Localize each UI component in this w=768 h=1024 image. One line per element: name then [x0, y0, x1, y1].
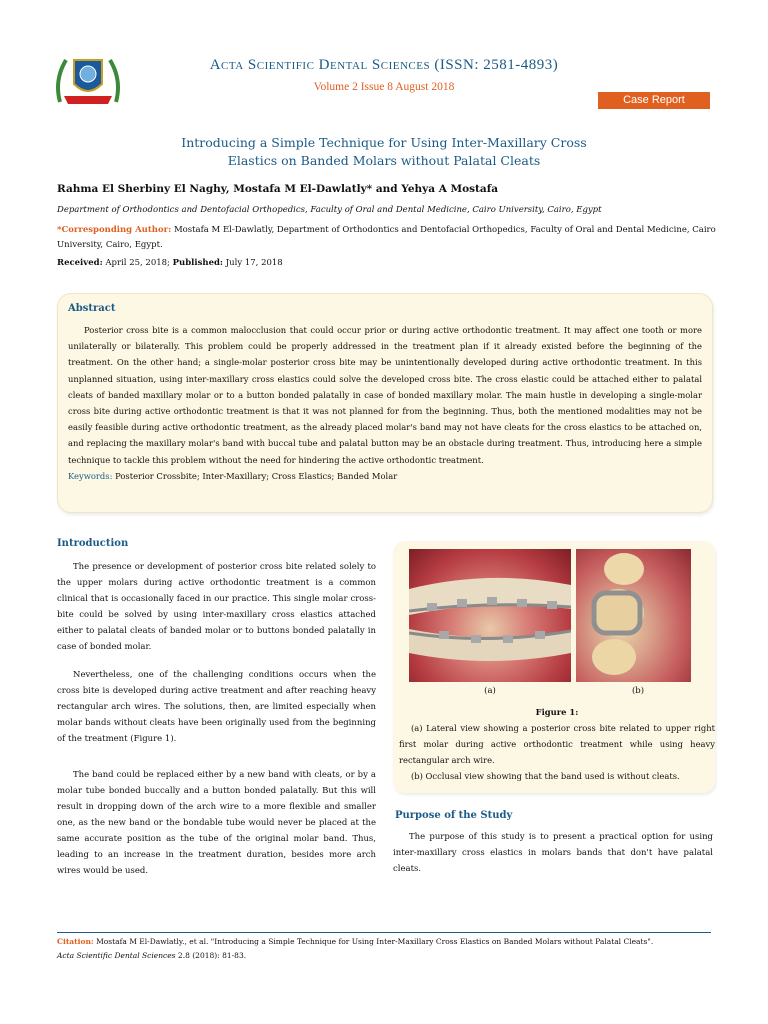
introduction-body: [57, 559, 376, 879]
citation-journal: Acta Scientific Dental Sciences: [57, 951, 176, 960]
intro-paragraph-1: The presence or development of posterior cross bite related solely to the upper molars during active orthodontic treatment is a common clinical that is occasionally faced in our practice. This single molar cross-bite could be solved by using inter-maxillary cross elastics attached either to palatal cleats of banded molar or to buttons bonded palatally in case of bonded molar.: [57, 562, 376, 652]
figure-1-caption-b: (b) Occlusal view showing that the band used is without cleats.: [411, 771, 680, 781]
article-type-badge: Case Report: [598, 92, 710, 109]
purpose-body: [393, 829, 713, 877]
abstract-box: [57, 293, 713, 513]
citation-text: Mostafa M El-Dawlatly., et al. "Introducing a Simple Technique for Using Inter-Maxillary Cross Elastics on Banded Molars without Palatal Cleats".: [93, 937, 654, 946]
corresponding-author-label: *Corresponding Author:: [57, 225, 172, 235]
dates: [57, 258, 283, 268]
citation-ref: 2.8 (2018): 81-83.: [175, 951, 247, 960]
citation-label: Citation:: [57, 937, 94, 946]
figure-1-title: Figure 1:: [535, 707, 579, 717]
abstract-heading: Abstract: [68, 303, 116, 314]
abstract-body: [68, 322, 702, 484]
volume-info: Volume 2 Issue 8 August 2018: [313, 81, 455, 93]
corresponding-author-text: Mostafa M El-Dawlatly, Department of Orthodontics and Dentofacial Orthopedics, Faculty of Oral and Dental Medicine, Cairo University, Cairo, Egypt.: [57, 225, 716, 250]
figure-1a-label: (a): [484, 686, 496, 696]
figure-1-caption-a: (a) Lateral view showing a posterior cross bite related to upper right first molar during active orthodontic treatment while using heavy rectangular arch wire.: [399, 723, 715, 765]
figure-1-caption: [399, 704, 715, 784]
article-title: [100, 134, 668, 170]
keywords-text: Posterior Crossbite; Inter-Maxillary; Cross Elastics; Banded Molar: [112, 470, 398, 481]
authors: Rahma El Sherbiny El Naghy, Mostafa M El-Dawlatly* and Yehya A Mostafa: [57, 183, 499, 195]
abstract-text: Posterior cross bite is a common malocclusion that could occur prior or during active orthodontic treatment. It may affect one tooth or more unilaterally or bilaterally. This problem could be properly addressed in the treatment plan if it already existed before the beginning of the treatment. On the other hand; a single-molar posterior cross bite may be unintentionally developed during active orthodontic treatment. In this unplanned situation, using inter-maxillary cross elastics could solve the developed cross bite. The cross elastic could be attached either to palatal cleats of banded maxillary molar or to a button bonded palatally in case of bonded maxillary molar. The main hustle in developing a single-molar cross bite during active orthodontic treatment is that it was not planned for from the beginning. Thus, both the mentioned modalities may not be easily feasible during active orthodontic treatment, as the already placed molar's band may not have cleats for the cross elastics to be attached on, and replacing the maxillary molar's band with buccal tube and palatal button may be an obstacle during treatment. Thus, introducing here a simple technique to tackle this problem without the need for hindering the active orthodontic treatment.: [68, 325, 702, 465]
received-date: April 25, 2018;: [102, 258, 173, 268]
intro-paragraph-2: Nevertheless, one of the challenging conditions occurs when the cross bite is developed during active treatment and after reaching heavy rectangular arch wires. The solutions, then, are limited especially when molar bands without cleats have been originally used from the beginning of the treatment (Figure 1).: [57, 670, 376, 744]
footer-rule: [57, 932, 711, 933]
figure-1b-image: [576, 549, 691, 682]
journal-title: Acta Scientific Dental Sciences (ISSN: 2581-4893): [209, 57, 559, 73]
keywords: [68, 468, 702, 484]
introduction-heading: Introduction: [57, 538, 129, 549]
figure-1b-label: (b): [631, 686, 645, 696]
intro-paragraph-3: The band could be replaced either by a new band with cleats, or by a molar tube bonded buccally and a button bonded palatally. But this will result in dropping down of the arch wire to a more flexible and smaller one, as the new band or the bondable tube would never be placed at the same accurate position as the tube of the original molar band. Thus, leading to an increase in the treatment duration, besides more arch wires would be used.: [57, 770, 376, 876]
title-line-2: Elastics on Banded Molars without Palatal Cleats: [227, 153, 541, 168]
purpose-paragraph: The purpose of this study is to present a practical option for using inter-maxillary cross elastics in molars bands that don't have palatal cleats.: [393, 832, 713, 874]
received-label: Received:: [57, 258, 103, 268]
citation: [57, 935, 727, 963]
corresponding-author: [57, 223, 717, 253]
published-date: July 17, 2018: [223, 258, 283, 268]
affiliation: Department of Orthodontics and Dentofacial Orthopedics, Faculty of Oral and Dental Medicine, Cairo University, Cairo, Egypt: [57, 205, 602, 215]
figure-1a-image: [409, 549, 571, 682]
title-line-1: Introducing a Simple Technique for Using Inter-Maxillary Cross: [181, 135, 587, 150]
keywords-label: Keywords:: [68, 470, 113, 481]
published-label: Published:: [172, 258, 224, 268]
purpose-heading: Purpose of the Study: [395, 810, 513, 821]
